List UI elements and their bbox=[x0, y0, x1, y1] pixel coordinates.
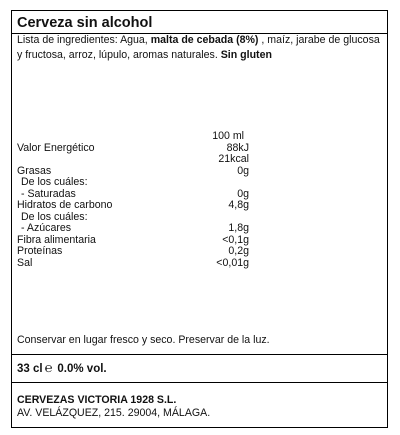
nutrition-row bbox=[17, 246, 249, 258]
nutrition-header-row bbox=[17, 131, 249, 143]
nutrition-row-label: Fibra alimentaria bbox=[17, 233, 96, 246]
product-label bbox=[11, 10, 388, 428]
ingredients-prefix: Lista de ingredientes: Agua, bbox=[17, 34, 151, 46]
nutrition-row-label: - Azúcares bbox=[21, 222, 72, 234]
nutrition-row bbox=[17, 223, 249, 235]
nutrition-row-label: De los cuáles: bbox=[21, 210, 88, 223]
volume-size: 33 cl bbox=[17, 363, 43, 375]
product-title: Cerveza sin alcohol bbox=[17, 15, 153, 31]
estimated-e-icon: ℮ bbox=[44, 360, 53, 375]
nutrition-row-label: - Saturadas bbox=[21, 187, 76, 200]
nutrition-row bbox=[17, 177, 249, 189]
divider-volume bbox=[12, 382, 387, 383]
nutrition-row bbox=[17, 200, 249, 212]
nutrition-row-value: 0,2g bbox=[228, 245, 249, 257]
ingredients-middle: , maíz, jarabe de glucosa y fructosa, arroz, lúpulo, aromas naturales. bbox=[17, 34, 380, 61]
nutrition-row-label: Sal bbox=[17, 256, 33, 269]
company-info bbox=[17, 394, 382, 420]
volume-line bbox=[17, 360, 382, 377]
storage-instructions: Conservar en lugar fresco y seco. Preservar de la luz. bbox=[17, 334, 270, 346]
nutrition-row-label: Proteínas bbox=[17, 245, 63, 257]
nutrition-table bbox=[17, 131, 249, 269]
nutrition-row-value: 88kJ bbox=[226, 141, 249, 154]
nutrition-row-label: Hidratos de carbono bbox=[17, 199, 113, 211]
nutrition-row-value: 0g bbox=[237, 164, 249, 177]
nutrition-row-label: De los cuáles: bbox=[21, 176, 88, 188]
divider-storage bbox=[12, 354, 387, 355]
nutrition-row-label: Grasas bbox=[17, 164, 52, 177]
nutrition-row-value: 21kcal bbox=[218, 153, 249, 165]
ingredients-highlight: malta de cebada (8%) bbox=[150, 34, 259, 46]
nutrition-row bbox=[17, 154, 249, 166]
nutrition-row-value: 4,8g bbox=[228, 199, 249, 211]
nutrition-row-value: <0,01g bbox=[216, 256, 249, 269]
nutrition-row bbox=[17, 258, 249, 270]
nutrition-row-value: <0,1g bbox=[222, 233, 249, 246]
ingredients-list bbox=[17, 33, 382, 63]
nutrition-row-value: 1,8g bbox=[228, 222, 249, 234]
company-address: AV. VELÁZQUEZ, 215. 29004, MÁLAGA. bbox=[17, 407, 211, 419]
alcohol-by-volume: 0.0% vol. bbox=[57, 363, 107, 375]
company-name: CERVEZAS VICTORIA 1928 S.L. bbox=[17, 394, 177, 406]
nutrition-row-value: 0g bbox=[237, 187, 249, 200]
nutrition-header: 100 ml bbox=[212, 130, 244, 142]
gluten-free-claim: Sin gluten bbox=[220, 49, 272, 61]
nutrition-row bbox=[17, 143, 249, 155]
nutrition-row-label: Valor Energético bbox=[17, 141, 95, 154]
